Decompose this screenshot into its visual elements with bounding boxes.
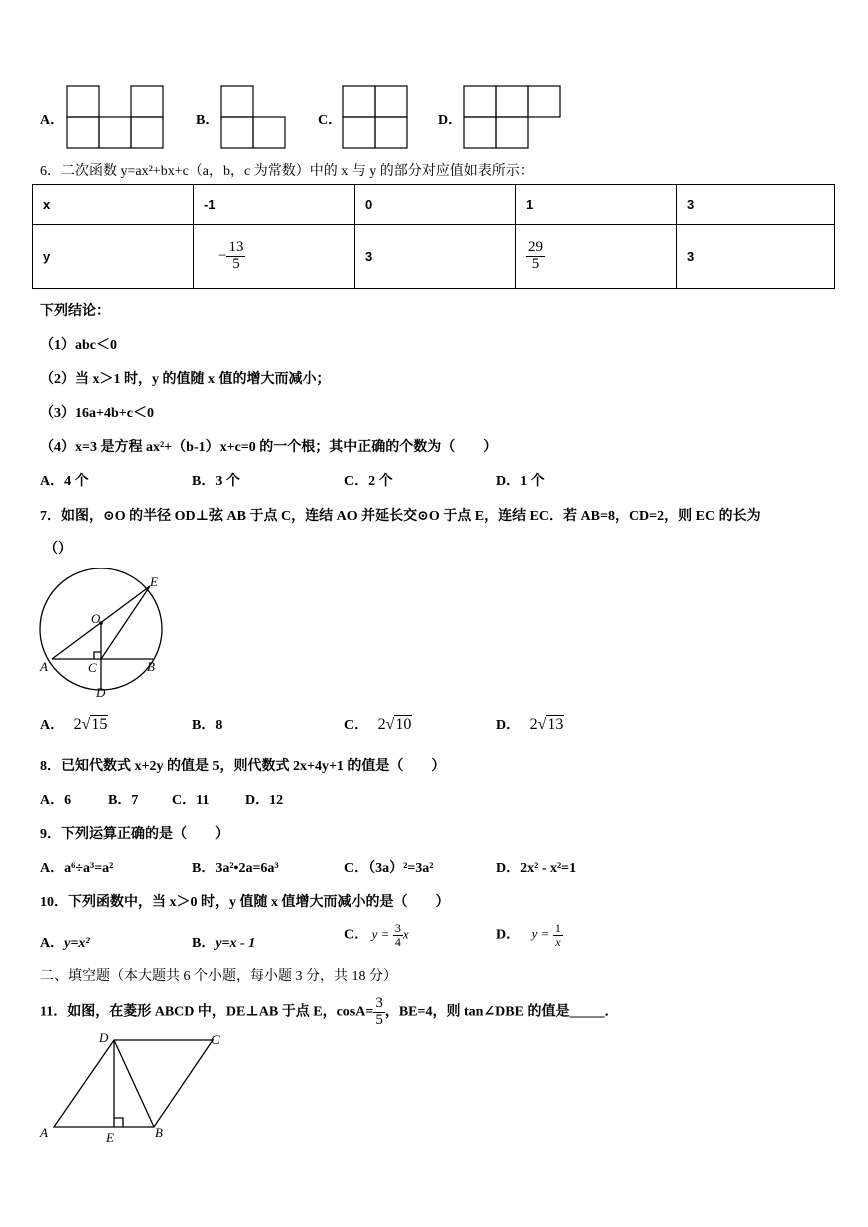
label-d: D — [99, 1030, 109, 1045]
option-label: C． — [344, 927, 369, 943]
q7-stem-end: （） — [44, 542, 72, 557]
q9-option-a — [40, 857, 113, 877]
fraction-denominator: x — [555, 934, 561, 949]
q9-stem: 9．下列运算正确的是（ ） — [40, 827, 229, 842]
table-cell: -1 — [194, 185, 355, 225]
q5-option-d-label: D． — [438, 113, 463, 128]
q9-option-b — [192, 857, 279, 877]
q7-option-d — [496, 714, 564, 734]
q5-option-a-label: A． — [40, 113, 65, 128]
fraction — [226, 240, 245, 273]
table-cell: 3 — [355, 225, 516, 289]
table-cell: 3 — [677, 225, 835, 289]
fraction — [526, 240, 545, 273]
label-c: C — [211, 1032, 220, 1047]
label-d: D — [96, 685, 106, 700]
radical-coefficient: 2 — [529, 716, 538, 733]
q7-stem: 7．如图，⊙O 的半径 OD⊥弦 AB 于点 C，连结 AO 并延长交⊙O 于点 E，连结 EC．若 AB=8，CD=2，则 EC 的长为 — [40, 509, 761, 524]
q6-conclusion-3: （3）16a+4b+c＜0 — [40, 406, 154, 421]
table-cell: x — [33, 185, 194, 225]
table-cell — [194, 225, 355, 289]
fraction-numerator: 3 — [394, 921, 401, 935]
table-cell: y — [33, 225, 194, 289]
table-row — [33, 185, 835, 225]
q10-stem: 10．下列函数中，当 x＞0 时，y 值随 x 值增大而减小的是（ ） — [40, 895, 450, 910]
option-text: 8 — [215, 718, 223, 733]
label-b: B — [147, 659, 155, 674]
fraction-denominator: 5 — [531, 256, 540, 272]
q5-option-c-figure — [342, 84, 410, 150]
label-o: O — [91, 611, 101, 626]
q6-option-d: D．1 个 — [496, 474, 545, 489]
q8-option-c: C．11 — [172, 793, 210, 808]
q6-option-b: B．3 个 — [192, 474, 240, 489]
radical-coefficient: 2 — [377, 716, 386, 733]
q6-option-c: C．2 个 — [344, 474, 393, 489]
fraction-denominator: 5 — [232, 256, 240, 272]
label-e: E — [106, 1130, 114, 1145]
radical-expression: 2√10 — [377, 716, 412, 733]
q8-option-b: B．7 — [108, 793, 139, 808]
q6-conclusion-4: （4）x=3 是方程 ax²+（b-1）x+c=0 的一个根；其中正确的个数为（ ） — [40, 440, 498, 455]
equation-prefix: y = — [371, 926, 390, 942]
radicand: 15 — [91, 716, 108, 733]
fraction-denominator: 5 — [375, 1011, 383, 1028]
fraction — [553, 922, 563, 948]
section-2-heading: 二、填空题（本大题共 6 个小题，每小题 3 分，共 18 分） — [40, 969, 397, 984]
fraction — [393, 922, 403, 948]
fraction-denominator: 4 — [394, 934, 401, 949]
q6-conclusion-1: （1）abc＜0 — [40, 338, 117, 353]
q6-stem: 6．二次函数 y=ax²+bx+c（a，b，c 为常数）中的 x 与 y 的部分对应值如表所示： — [40, 164, 534, 179]
fraction-numerator: 29 — [528, 239, 543, 256]
option-label: A． — [40, 861, 65, 876]
q7-option-b — [192, 714, 222, 734]
option-label: B． — [192, 861, 216, 876]
q11-stem-part-b: ，BE=4，则 tan∠DBE 的值是_____． — [384, 1004, 619, 1020]
option-label: D． — [496, 861, 521, 876]
q7-circle-figure — [36, 568, 166, 702]
q10-option-d — [496, 922, 563, 948]
equation-suffix: x — [402, 926, 409, 942]
q10-option-a — [40, 932, 90, 952]
q9-option-c — [344, 857, 434, 877]
option-label: C． — [344, 861, 369, 876]
fraction — [373, 996, 385, 1029]
minus-sign: − — [218, 247, 227, 264]
q9-option-d — [496, 857, 576, 877]
table-cell — [516, 225, 677, 289]
radicand: 10 — [395, 716, 412, 733]
radical-expression: 2√13 — [529, 716, 564, 733]
q5-option-c-label: C． — [318, 113, 343, 128]
q7-option-a — [40, 714, 108, 734]
q6-intro: 下列结论： — [40, 304, 110, 319]
fraction-numerator: 3 — [375, 995, 383, 1011]
q8-option-a: A．6 — [40, 793, 72, 808]
table-cell: 0 — [355, 185, 516, 225]
radicand: 13 — [547, 716, 564, 733]
radical-expression: 2√15 — [73, 716, 108, 733]
option-text: （3a）²=3a² — [368, 861, 434, 876]
q6-conclusion-2: （2）当 x＞1 时，y 的值随 x 值的增大而减小； — [40, 372, 331, 387]
q5-option-a-figure — [66, 84, 166, 150]
q7-option-c — [344, 714, 412, 734]
option-text: y=x² — [64, 936, 90, 951]
option-label: A． — [40, 936, 65, 951]
table-cell: 1 — [516, 185, 677, 225]
q5-option-d-figure — [463, 84, 563, 150]
option-text: a⁶÷a³=a² — [64, 861, 114, 876]
radical-coefficient: 2 — [73, 716, 82, 733]
option-label: B． — [192, 718, 216, 733]
q11-stem — [40, 996, 618, 1029]
option-label: B． — [192, 936, 216, 951]
option-text: y=x - 1 — [215, 936, 256, 951]
q6-option-a: A．4 个 — [40, 474, 89, 489]
q6-value-table — [32, 184, 835, 289]
label-e: E — [150, 574, 158, 589]
equation-prefix: y = — [531, 926, 550, 942]
q8-option-d: D．12 — [245, 793, 284, 808]
label-a: A — [40, 659, 48, 674]
fraction-numerator: 13 — [228, 239, 244, 256]
q5-option-b-label: B． — [196, 113, 220, 128]
q10-option-b — [192, 932, 255, 952]
q8-stem: 8．已知代数式 x+2y 的值是 5，则代数式 2x+4y+1 的值是（ ） — [40, 759, 446, 774]
q5-option-b-figure — [219, 84, 289, 150]
table-row — [33, 225, 835, 289]
option-text: 2x² - x²=1 — [520, 861, 577, 876]
label-a: A — [40, 1125, 48, 1140]
option-text: 3a²•2a=6a³ — [215, 861, 279, 876]
option-label: C． — [344, 718, 369, 733]
q11-stem-part-a: 11．如图，在菱形 ABCD 中，DE⊥AB 于点 E，cosA= — [40, 1004, 374, 1020]
option-label: A． — [40, 718, 65, 733]
q10-option-c — [344, 922, 409, 948]
option-label: D． — [496, 718, 521, 733]
option-label: D． — [496, 927, 521, 943]
fraction-numerator: 1 — [554, 921, 561, 935]
label-c: C — [88, 660, 97, 675]
table-cell: 3 — [677, 185, 835, 225]
label-b: B — [155, 1125, 163, 1140]
q11-rhombus-figure — [36, 1030, 236, 1148]
